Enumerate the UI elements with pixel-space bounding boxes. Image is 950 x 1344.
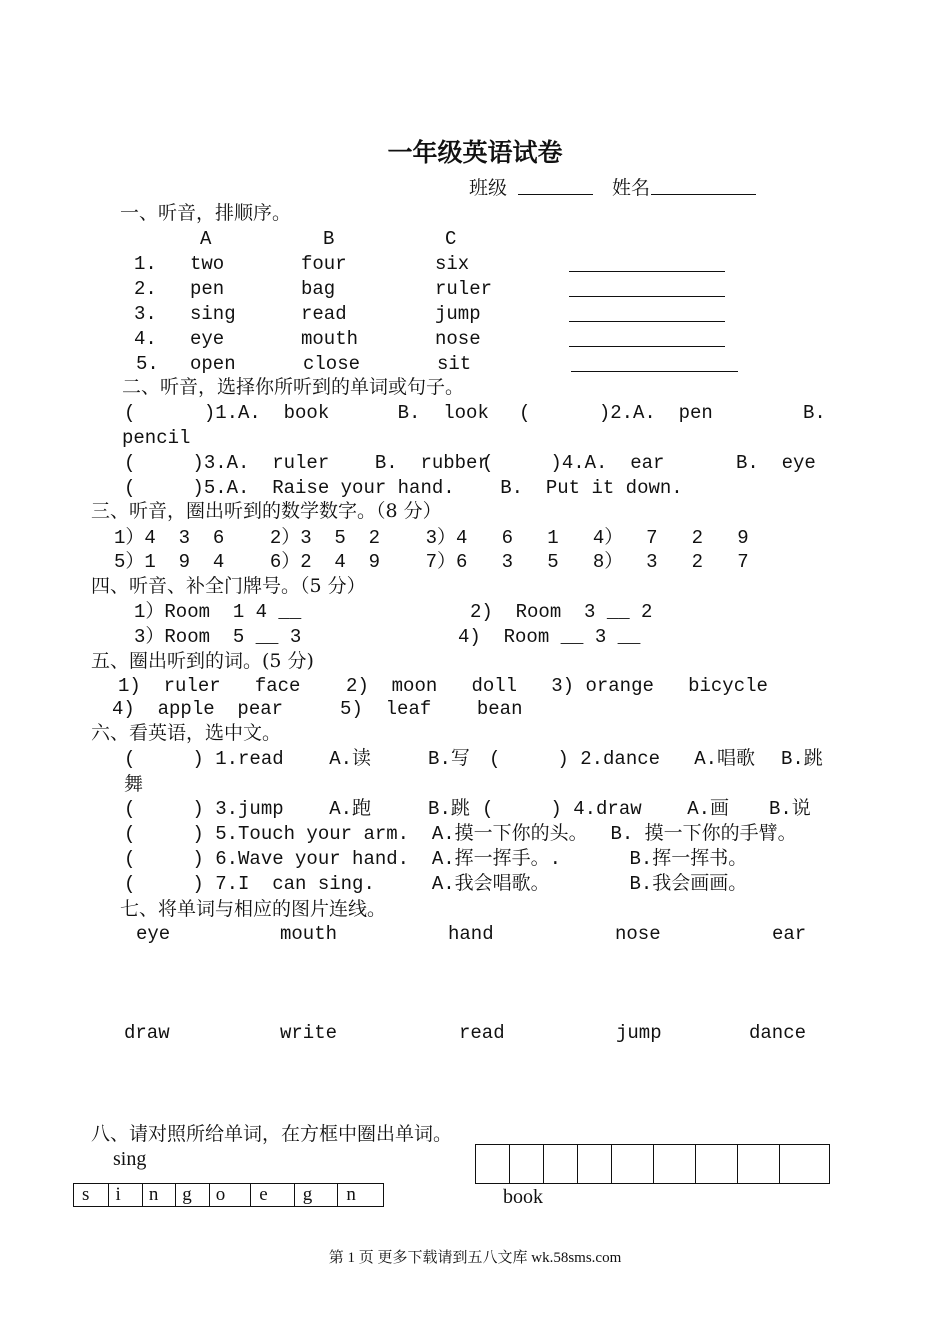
s1-row5-b: close (303, 353, 361, 375)
s1-row1-c: six (435, 253, 470, 275)
match-word-jump[interactable]: jump (616, 1022, 662, 1044)
s6-q4-option-b: B.说 (769, 798, 811, 820)
letter-cell[interactable]: g (294, 1184, 338, 1207)
match-word-mouth[interactable]: mouth (280, 923, 338, 945)
blank-box-cell[interactable] (544, 1145, 578, 1183)
s4-q4: 4) Room __ 3 __ (458, 626, 641, 648)
blank-box-cell[interactable] (476, 1145, 510, 1183)
page-footer: 第 1 页 更多下载请到五八文库 wk.58sms.com (328, 1250, 622, 1266)
s1-row2-a: pen (190, 278, 225, 300)
blank-box-cell[interactable] (780, 1145, 829, 1183)
s6-q6: ( ) 6.Wave your hand. A.挥一挥手。. B.挥一挥书。 (124, 848, 748, 870)
match-word-ear[interactable]: ear (772, 923, 807, 945)
blank-box-cell[interactable] (654, 1145, 696, 1183)
s1-row5-blank[interactable] (571, 371, 738, 372)
s1-row4-blank[interactable] (569, 346, 725, 347)
s1-row1-blank[interactable] (569, 271, 725, 272)
match-word-eye[interactable]: eye (136, 923, 171, 945)
s1-row1-b: four (301, 253, 347, 275)
s1-row2-c: ruler (435, 278, 493, 300)
letter-cell[interactable]: s (74, 1184, 109, 1207)
s3-line-2: 5）1 9 4 6）2 4 9 7）6 3 5 8） 3 2 7 (114, 551, 749, 573)
blank-box-cell[interactable] (510, 1145, 544, 1183)
section-2-heading: 二、听音，选择你所听到的单词或句子。 (122, 376, 465, 398)
blank-box-cell[interactable] (578, 1145, 612, 1183)
letter-grid-sing (73, 1183, 384, 1207)
s6-q3: ( ) 3.jump A.跑 B.跳 (124, 798, 470, 820)
class-label: 班级 (469, 177, 508, 199)
s1-row1-num: 1. (134, 253, 157, 275)
s2-q1: ( )1.A. book B. look (124, 402, 489, 424)
s1-row2-b: bag (301, 278, 336, 300)
s1-row3-b: read (301, 303, 347, 325)
blank-box-cell[interactable] (738, 1145, 780, 1183)
s6-q2-option-b-cont: 舞 (124, 773, 144, 795)
col-b-label: B (323, 228, 335, 250)
letter-cell[interactable]: o (209, 1184, 251, 1207)
match-word-hand[interactable]: hand (448, 923, 494, 945)
section-1-heading: 一、听音，排顺序。 (120, 202, 292, 224)
blank-box-cell[interactable] (696, 1145, 738, 1183)
s4-q2: 2) Room 3 __ 2 (470, 601, 653, 623)
s1-row4-c: nose (435, 328, 481, 350)
match-word-nose[interactable]: nose (615, 923, 661, 945)
s1-row5-num: 5. (136, 353, 159, 375)
word-sing: sing (113, 1148, 147, 1170)
s4-q1: 1）Room 1 4 __ (134, 601, 302, 623)
s6-q5: ( ) 5.Touch your arm. A.摸一下你的头。 B. 摸一下你的手臂。 (124, 823, 797, 845)
s2-q2-option-b-word: pencil (122, 427, 191, 449)
s1-row1-a: two (190, 253, 225, 275)
s2-q2-option-b: B. (803, 402, 826, 424)
section-6-heading: 六、看英语，选中文。 (91, 722, 282, 744)
s1-row3-a: sing (190, 303, 236, 325)
s1-row5-c: sit (437, 353, 472, 375)
s1-row2-blank[interactable] (569, 296, 725, 297)
s4-q3: 3）Room 5 __ 3 (134, 626, 302, 648)
s3-line-1: 1）4 3 6 2）3 5 2 3）4 6 1 4） 7 2 9 (114, 527, 749, 549)
section-8-heading: 八、请对照所给单词，在方框中圈出单词。 (91, 1123, 453, 1145)
s1-row4-num: 4. (134, 328, 157, 350)
letter-cell[interactable]: e (251, 1184, 295, 1207)
s6-q2: ( ) 2.dance A.唱歌 (489, 748, 756, 770)
s6-q2-option-b: B.跳 (781, 748, 823, 770)
letter-box-book (475, 1144, 830, 1184)
blank-box-cell[interactable] (612, 1145, 654, 1183)
page-title: 一年级英语试卷 (387, 138, 563, 167)
letter-cell[interactable]: g (176, 1184, 209, 1207)
s2-q4: ( )4.A. ear (482, 452, 665, 474)
s2-q2: ( )2.A. pen (519, 402, 713, 424)
s6-q4: ( ) 4.draw A.画 (482, 798, 730, 820)
s6-q7: ( ) 7.I can sing. A.我会唱歌。 B.我会画画。 (124, 873, 748, 895)
match-word-read[interactable]: read (459, 1022, 505, 1044)
col-a-label: A (200, 228, 212, 250)
s5-line-1: 1) ruler face 2) moon doll 3) orange bicycle (118, 675, 768, 697)
s1-row3-num: 3. (134, 303, 157, 325)
section-7-heading: 七、将单词与相应的图片连线。 (120, 898, 387, 920)
s2-q4-option-b: B. eye (736, 452, 816, 474)
section-4-heading: 四、听音、补全门牌号。（5 分） (91, 575, 366, 597)
section-3-heading: 三、听音，圈出听到的数学数字。（8 分） (91, 500, 442, 522)
match-word-write[interactable]: write (280, 1022, 338, 1044)
class-blank[interactable] (518, 194, 593, 195)
name-label: 姓名 (612, 177, 651, 199)
s1-row2-num: 2. (134, 278, 157, 300)
col-c-label: C (445, 228, 457, 250)
name-blank[interactable] (651, 194, 756, 195)
s1-row3-blank[interactable] (569, 321, 725, 322)
s5-line-2: 4) apple pear 5) leaf bean (112, 698, 523, 720)
s1-row4-b: mouth (301, 328, 359, 350)
word-book: book (503, 1186, 543, 1208)
s2-q5: ( )5.A. Raise your hand. B. Put it down. (124, 477, 683, 499)
letter-cell[interactable]: n (338, 1184, 384, 1207)
s6-q1: ( ) 1.read A.读 B.写 (124, 748, 470, 770)
match-word-draw[interactable]: draw (124, 1022, 170, 1044)
letter-cell[interactable]: i (109, 1184, 142, 1207)
section-5-heading: 五、圈出听到的词。(5 分) (91, 650, 314, 672)
s2-q3: ( )3.A. ruler B. rubber (124, 452, 489, 474)
s1-row4-a: eye (190, 328, 225, 350)
letter-cell[interactable]: n (142, 1184, 175, 1207)
match-word-dance[interactable]: dance (749, 1022, 807, 1044)
s1-row3-c: jump (435, 303, 481, 325)
s1-row5-a: open (190, 353, 236, 375)
